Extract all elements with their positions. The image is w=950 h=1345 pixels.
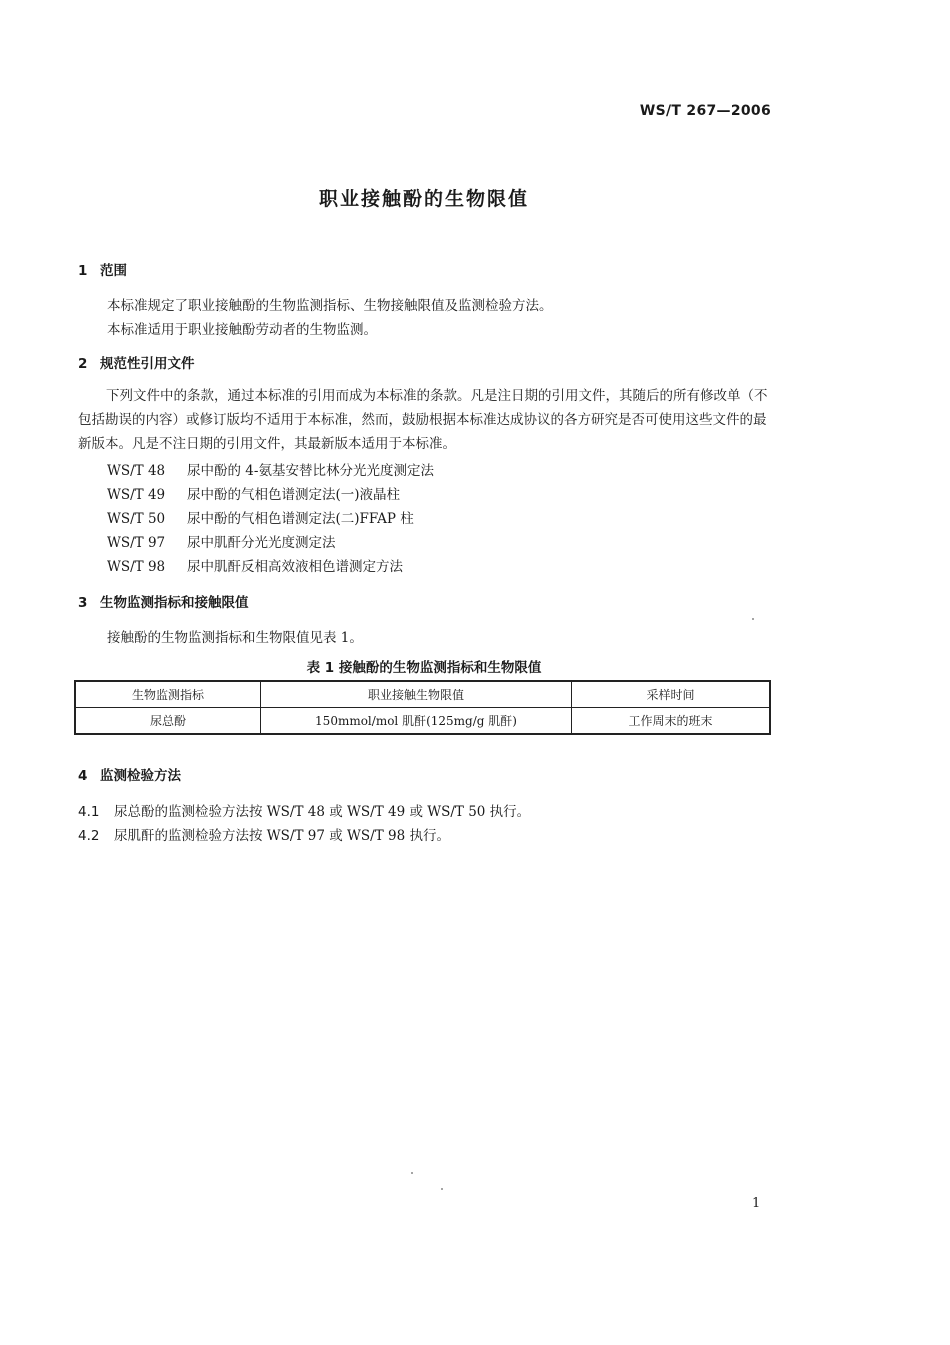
method-item bbox=[78, 824, 450, 844]
section-number: 3 bbox=[78, 595, 88, 611]
reference-title: 尿中肌酐分光光度测定法 bbox=[187, 535, 336, 551]
section-title: 生物监测指标和接触限值 bbox=[100, 595, 249, 611]
reference-title: 尿中酚的 4-氨基安替比林分光光度测定法 bbox=[187, 463, 434, 479]
section-title: 监测检验方法 bbox=[100, 768, 181, 784]
scan-speck bbox=[411, 1172, 413, 1174]
table-cell: 工作周末的班末 bbox=[572, 708, 771, 735]
reference-title: 尿中肌酐反相高效液相色谱测定方法 bbox=[187, 559, 403, 575]
column-header: 生物监测指标 bbox=[75, 681, 261, 708]
limits-table bbox=[74, 680, 771, 735]
section-number: 4 bbox=[78, 768, 88, 784]
reference-item bbox=[107, 459, 434, 479]
scope-line-2: 本标准适用于职业接触酚劳动者的生物监测。 bbox=[107, 322, 377, 338]
reference-code: WS/T 97 bbox=[107, 535, 166, 551]
section-number: 2 bbox=[78, 356, 88, 372]
column-header: 职业接触生物限值 bbox=[261, 681, 572, 708]
table-cell: 尿总酚 bbox=[75, 708, 261, 735]
section-title: 范围 bbox=[100, 263, 127, 279]
section-number: 1 bbox=[78, 263, 88, 279]
section-heading-2 bbox=[78, 352, 195, 372]
reference-title: 尿中酚的气相色谱测定法(一)液晶柱 bbox=[187, 487, 401, 503]
method-text: 尿肌酐的监测检验方法按 WS/T 97 或 WS/T 98 执行。 bbox=[114, 828, 450, 844]
table-caption: 表 1 接触酚的生物监测指标和生物限值 bbox=[306, 660, 542, 676]
reference-item bbox=[107, 555, 403, 575]
reference-code: WS/T 50 bbox=[107, 511, 166, 527]
table-header-row bbox=[75, 681, 770, 708]
subsection-number: 4.2 bbox=[78, 828, 100, 844]
scan-speck bbox=[752, 618, 754, 620]
document-title: 职业接触酚的生物限值 bbox=[318, 188, 529, 210]
reference-code: WS/T 98 bbox=[107, 559, 166, 575]
section-heading-3 bbox=[78, 591, 249, 611]
section-title: 规范性引用文件 bbox=[100, 356, 195, 372]
limits-intro: 接触酚的生物监测指标和生物限值见表 1。 bbox=[107, 630, 363, 646]
reference-title: 尿中酚的气相色谱测定法(二)FFAP 柱 bbox=[187, 511, 414, 527]
column-header: 采样时间 bbox=[572, 681, 771, 708]
method-text: 尿总酚的监测检验方法按 WS/T 48 或 WS/T 49 或 WS/T 50 执行。 bbox=[114, 804, 531, 820]
table-row bbox=[75, 708, 770, 735]
page-number: 1 bbox=[752, 1196, 761, 1211]
reference-code: WS/T 48 bbox=[107, 463, 166, 479]
reference-item bbox=[107, 531, 336, 551]
table-cell: 150mmol/mol 肌酐(125mg/g 肌酐) bbox=[261, 708, 572, 735]
reference-code: WS/T 49 bbox=[107, 487, 166, 503]
section-heading-4 bbox=[78, 764, 181, 784]
scan-speck bbox=[441, 1188, 443, 1190]
reference-item bbox=[107, 507, 414, 527]
method-item bbox=[78, 800, 530, 820]
reference-item bbox=[107, 483, 400, 503]
scope-line-1: 本标准规定了职业接触酚的生物监测指标、生物接触限值及监测检验方法。 bbox=[107, 298, 553, 314]
standard-code: WS/T 267—2006 bbox=[639, 103, 771, 119]
normative-paragraph: 下列文件中的条款，通过本标准的引用而成为本标准的条款。凡是注日期的引用文件，其随后的所有修改单（不包括勘误的内容）或修订版均不适用于本标准，然而，鼓励根据本标准达成协议的各方研究是否可使用这些文件的最新版本。凡是不注日期的引用文件，其最新版本适用于本标准。 bbox=[78, 388, 768, 452]
subsection-number: 4.1 bbox=[78, 804, 100, 820]
section-heading-1 bbox=[78, 259, 127, 279]
